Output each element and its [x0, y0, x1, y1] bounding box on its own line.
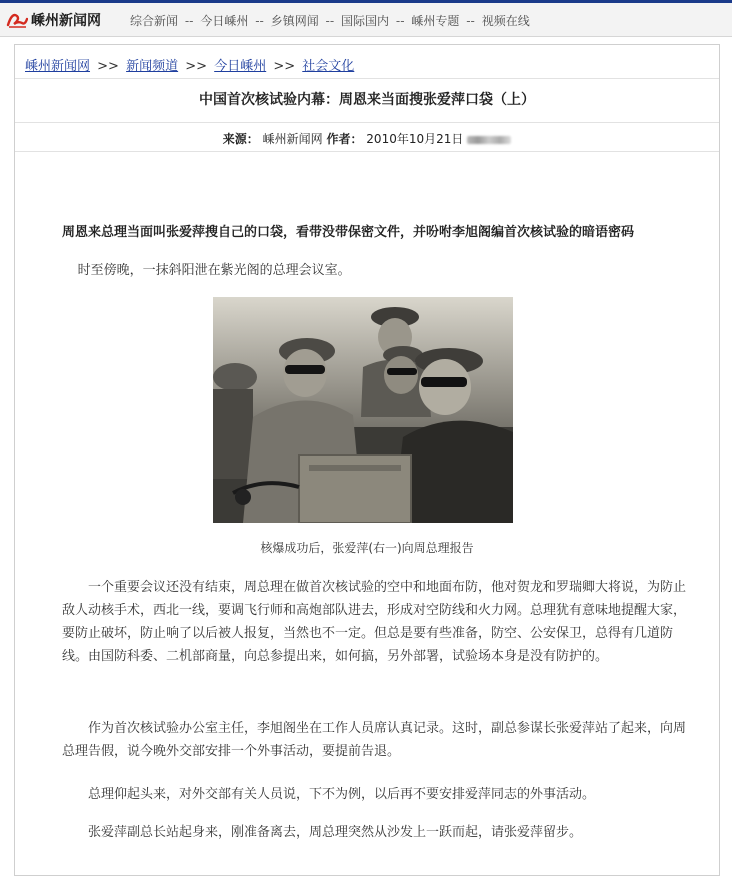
- breadcrumb: [25, 55, 354, 74]
- photo-illustration: [213, 297, 513, 523]
- nav-item-today-shengzhou[interactable]: 今日嵊州: [200, 14, 249, 28]
- nav-separator: --: [466, 14, 475, 28]
- article-photo: [213, 297, 513, 523]
- nav-item-international[interactable]: 国际国内: [341, 14, 390, 28]
- nav-separator: --: [255, 14, 264, 28]
- nav-separator: --: [395, 14, 405, 28]
- breadcrumb-separator: >>: [273, 59, 296, 74]
- nav-item-comprehensive-news[interactable]: 综合新闻: [130, 14, 179, 28]
- source-value: 嵊州新闻网: [262, 132, 323, 146]
- article-intro: 时至傍晚，一抹斜阳泄在紫光阁的总理会议室。: [77, 263, 351, 278]
- nav-item-topics[interactable]: 嵊州专题: [411, 14, 460, 28]
- publish-date: 2010年10月21日: [366, 132, 464, 146]
- breadcrumb-link-today[interactable]: 今日嵊州: [214, 59, 267, 74]
- article-paragraph: 总理仰起头来，对外交部有关人员说，下不为例，以后再不要安排爱萍同志的外事活动。: [88, 787, 596, 802]
- breadcrumb-link-home[interactable]: 嵊州新闻网: [25, 59, 91, 74]
- breadcrumb-separator: >>: [97, 59, 119, 74]
- nav-separator: --: [325, 14, 335, 28]
- top-nav: [130, 12, 530, 29]
- nav-item-video[interactable]: 视频在线: [481, 14, 530, 28]
- article-title: 中国首次核试验内幕：周恩来当面搜张爱萍口袋（上）: [199, 92, 535, 108]
- article-paragraph: 作为首次核试验办公室主任，李旭阁坐在工作人员席认真记录。这时，副总参谋长张爱萍站了起来，向周总理告假，说今晚外交部安排一个外事活动，要提前告退。: [62, 721, 687, 759]
- divider: [15, 122, 719, 123]
- logo-text: 嵊州新闻网: [31, 13, 101, 29]
- source-label: 来源：: [222, 132, 259, 146]
- divider: [15, 78, 719, 79]
- article-container: [14, 44, 720, 876]
- article-meta: [15, 130, 719, 147]
- breadcrumb-separator: >>: [185, 59, 208, 74]
- article-paragraph: 张爱萍副总长站起身来，刚准备离去，周总理突然从沙发上一跃而起，请张爱萍留步。: [88, 825, 583, 840]
- photo-caption: 核爆成功后，张爱萍(右一)向周总理报告: [260, 541, 474, 555]
- nav-item-township-news[interactable]: 乡镇网闻: [270, 14, 319, 28]
- site-header: [0, 3, 732, 37]
- logo-mark-icon: [6, 10, 28, 30]
- blurred-author: [467, 136, 511, 144]
- author-label: 作者：: [326, 132, 363, 146]
- breadcrumb-link-culture[interactable]: 社会文化: [302, 59, 355, 74]
- divider: [15, 151, 719, 152]
- breadcrumb-link-news[interactable]: 新闻频道: [126, 59, 179, 74]
- article-paragraph: 一个重要会议还没有结束，周总理在做首次核试验的空中和地面布防，他对贺龙和罗瑞卿大将说，为防止敌人动核手术，西北一线，要调飞行师和高炮部队进去，形成对空防线和火力网。总理犹有意味地提醒大家，要防止破坏，防止响了以后被人报复，当然也不一定。但总是要有些准备，防空、公安保卫，总得有几道防线。由国防科委、二机部商量，向总参提出来，如何搞，另外部署，试验场本身是没有防护的。: [62, 580, 687, 664]
- article-lead: 周恩来总理当面叫张爱萍搜自己的口袋，看带没带保密文件，并吩咐李旭阁编首次核试验的暗语密码: [62, 225, 635, 240]
- nav-separator: --: [184, 14, 194, 28]
- site-logo[interactable]: [6, 8, 101, 32]
